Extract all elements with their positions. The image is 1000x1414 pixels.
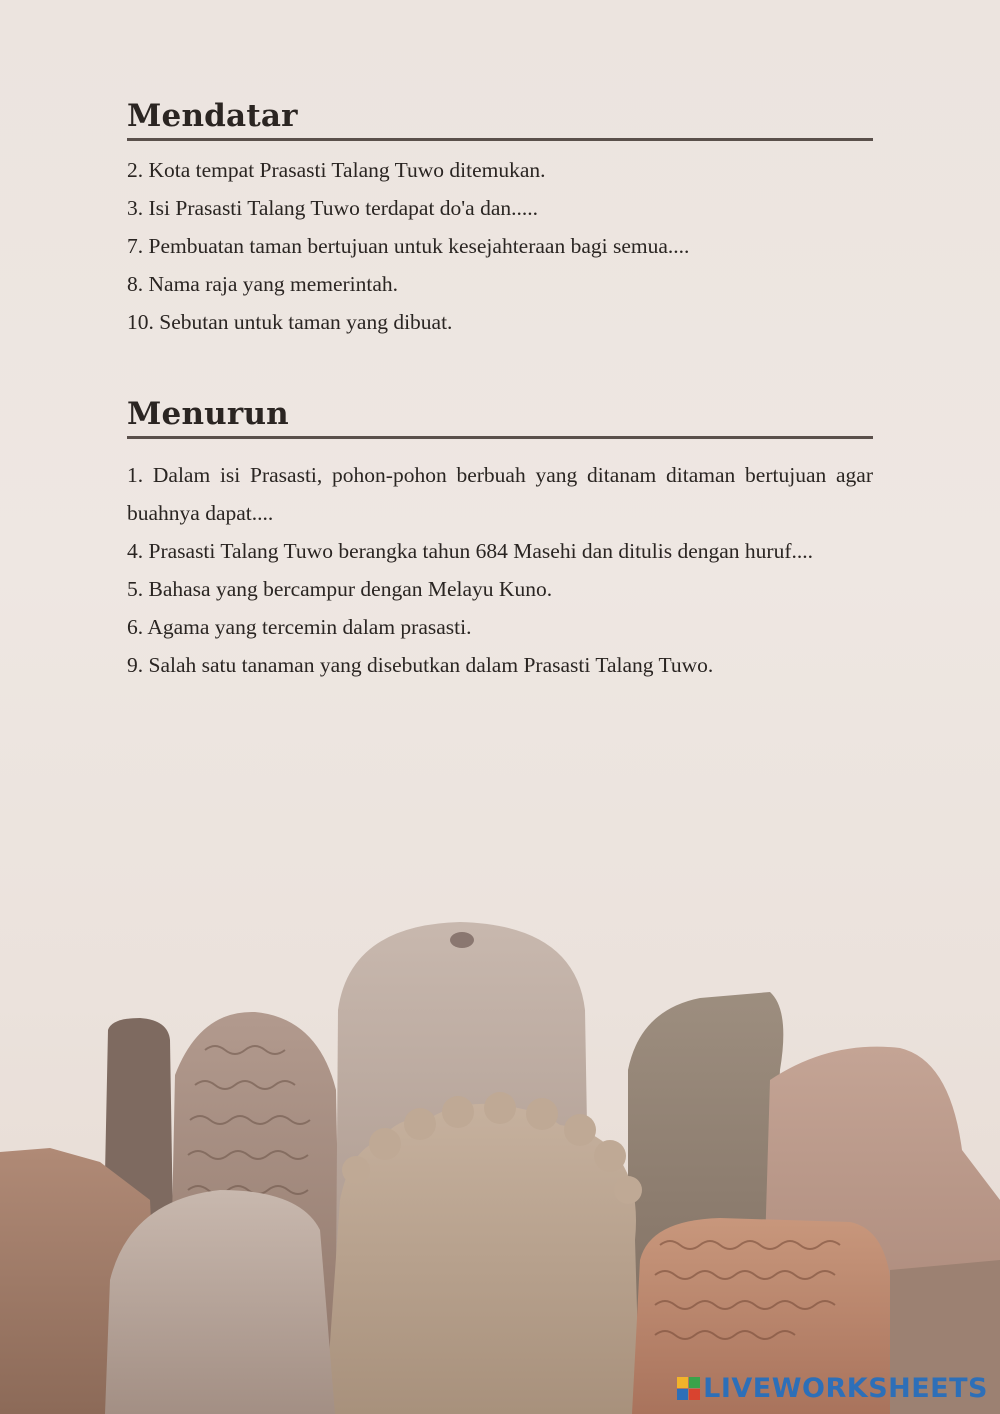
clue-menurun-5: 5. Bahasa yang bercampur dengan Melayu Kuno. — [127, 577, 553, 601]
menurun-section — [127, 396, 873, 684]
liveworksheets-logo-icon — [677, 1377, 700, 1400]
clue-mendatar-7: 7. Pembuatan taman bertujuan untuk kesejahteraan bagi semua.... — [127, 234, 690, 258]
menurun-clue-list — [127, 456, 873, 684]
clue-mendatar-3: 3. Isi Prasasti Talang Tuwo terdapat do'a dan..... — [127, 196, 539, 220]
menurun-heading: Menurun — [127, 396, 873, 439]
clue-menurun-1: 1. Dalam isi Prasasti, pohon-pohon berbuah yang ditanam ditaman bertujuan agar buahnya dapat.... — [127, 463, 873, 525]
mendatar-section — [127, 98, 873, 341]
mendatar-heading: Mendatar — [127, 98, 873, 141]
clue-mendatar-10: 10. Sebutan untuk taman yang dibuat. — [127, 310, 453, 334]
watermark-text: LIVEWORKSHEETS — [703, 1373, 988, 1404]
clue-mendatar-2: 2. Kota tempat Prasasti Talang Tuwo ditemukan. — [127, 158, 546, 182]
clue-mendatar-8: 8. Nama raja yang memerintah. — [127, 272, 399, 296]
inscription-stones-illustration — [0, 900, 1000, 1414]
clue-menurun-4: 4. Prasasti Talang Tuwo berangka tahun 684 Masehi dan ditulis dengan huruf.... — [127, 539, 814, 563]
liveworksheets-watermark — [677, 1373, 988, 1404]
clue-menurun-9: 9. Salah satu tanaman yang disebutkan dalam Prasasti Talang Tuwo. — [127, 653, 714, 677]
mendatar-clue-list — [127, 151, 873, 341]
clue-menurun-6: 6. Agama yang tercemin dalam prasasti. — [127, 615, 472, 639]
